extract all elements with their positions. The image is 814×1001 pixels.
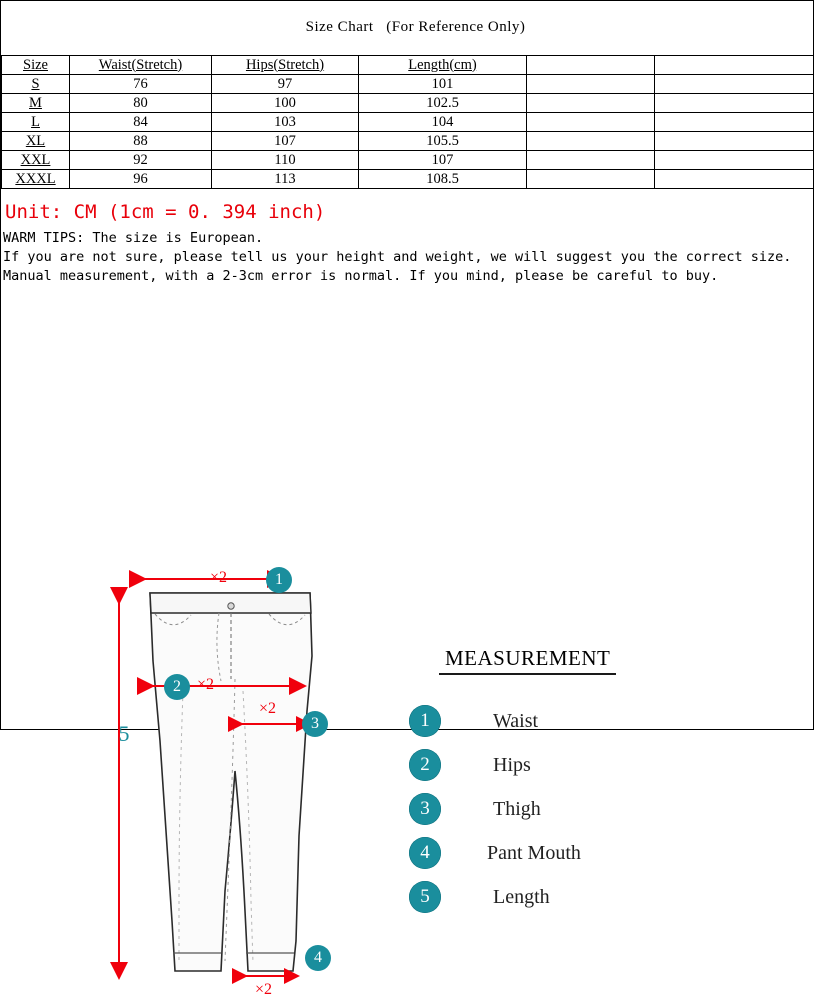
- cell-waist: 84: [70, 113, 212, 132]
- cell-waist: 80: [70, 94, 212, 113]
- legend-badge-3: 3: [409, 793, 441, 825]
- cell-blank-2: [655, 151, 814, 170]
- column-header-waist: Waist(Stretch): [70, 56, 212, 75]
- legend-label-length: Length: [493, 885, 550, 908]
- column-header-size: Size: [2, 56, 70, 75]
- cell-blank-2: [655, 113, 814, 132]
- cell-blank-2: [655, 132, 814, 151]
- cell-blank-1: [527, 170, 655, 189]
- page-title-sub: (For Reference Only): [386, 19, 526, 35]
- cell-size: L: [2, 113, 70, 132]
- hips-x2-label: ×2: [197, 676, 215, 693]
- cell-blank-1: [527, 94, 655, 113]
- unit-note: Unit: CM (1cm = 0. 394 inch): [5, 201, 326, 223]
- note-warm-tips: WARM TIPS: The size is European.: [3, 230, 264, 246]
- table-row: [2, 75, 814, 94]
- cell-length: 107: [359, 151, 527, 170]
- table-row: [2, 94, 814, 113]
- column-header-blank-2: [655, 56, 814, 75]
- cell-size: XXL: [2, 151, 70, 170]
- cell-hips: 107: [212, 132, 359, 151]
- notes-block: [1, 189, 813, 286]
- cell-hips: 100: [212, 94, 359, 113]
- measurement-diagram: [1, 286, 813, 998]
- marker-4-pant-mouth: 4: [305, 945, 331, 971]
- thigh-x2-label: ×2: [259, 700, 277, 717]
- marker-3-thigh: 3: [302, 711, 328, 737]
- cell-size: M: [2, 94, 70, 113]
- column-header-blank-1: [527, 56, 655, 75]
- note-manual-measurement: Manual measurement, with a 2-3cm error is normal. If you mind, please be careful to buy.: [3, 268, 719, 284]
- legend-item-pant-mouth: [409, 831, 581, 875]
- page-title-main: Size Chart: [305, 19, 374, 35]
- column-header-length: Length(cm): [359, 56, 527, 75]
- cell-hips: 97: [212, 75, 359, 94]
- legend-badge-2: 2: [409, 749, 441, 781]
- marker-1-waist: 1: [266, 567, 292, 593]
- legend-label-thigh: Thigh: [493, 797, 541, 820]
- cell-waist: 76: [70, 75, 212, 94]
- legend-item-hips: [409, 743, 581, 787]
- cell-size: XL: [2, 132, 70, 151]
- legend-label-pant-mouth: Pant Mouth: [487, 841, 581, 864]
- cell-size: S: [2, 75, 70, 94]
- pant-mouth-x2-label: ×2: [255, 981, 273, 998]
- pants-illustration: [93, 561, 433, 1001]
- cell-blank-2: [655, 75, 814, 94]
- legend-label-hips: Hips: [493, 753, 531, 776]
- table-row: [2, 132, 814, 151]
- marker-5-length: 5: [118, 721, 130, 746]
- legend-item-thigh: [409, 787, 581, 831]
- measurement-legend: [409, 699, 581, 919]
- cell-blank-1: [527, 113, 655, 132]
- note-not-sure: If you are not sure, please tell us your height and weight, we will suggest you the correct size.: [3, 249, 792, 265]
- cell-blank-2: [655, 94, 814, 113]
- cell-size: XXXL: [2, 170, 70, 189]
- cell-hips: 110: [212, 151, 359, 170]
- marker-2-hips: 2: [164, 674, 190, 700]
- legend-item-length: [409, 875, 581, 919]
- cell-length: 105.5: [359, 132, 527, 151]
- cell-length: 104: [359, 113, 527, 132]
- table-header-row: [2, 56, 814, 75]
- legend-label-waist: Waist: [493, 709, 539, 732]
- size-table: [1, 55, 814, 189]
- cell-length: 102.5: [359, 94, 527, 113]
- legend-badge-1: 1: [409, 705, 441, 737]
- cell-waist: 96: [70, 170, 212, 189]
- cell-waist: 92: [70, 151, 212, 170]
- cell-length: 101: [359, 75, 527, 94]
- legend-item-waist: [409, 699, 581, 743]
- column-header-hips: Hips(Stretch): [212, 56, 359, 75]
- table-row: [2, 151, 814, 170]
- legend-badge-5: 5: [409, 881, 441, 913]
- table-row: [2, 113, 814, 132]
- page-title: [1, 1, 813, 55]
- cell-blank-2: [655, 170, 814, 189]
- cell-blank-1: [527, 151, 655, 170]
- measurement-heading: MEASUREMENT: [439, 646, 616, 675]
- cell-blank-1: [527, 75, 655, 94]
- legend-badge-4: 4: [409, 837, 441, 869]
- cell-blank-1: [527, 132, 655, 151]
- waist-x2-label: ×2: [210, 569, 228, 586]
- cell-waist: 88: [70, 132, 212, 151]
- cell-hips: 113: [212, 170, 359, 189]
- cell-length: 108.5: [359, 170, 527, 189]
- table-row: [2, 170, 814, 189]
- cell-hips: 103: [212, 113, 359, 132]
